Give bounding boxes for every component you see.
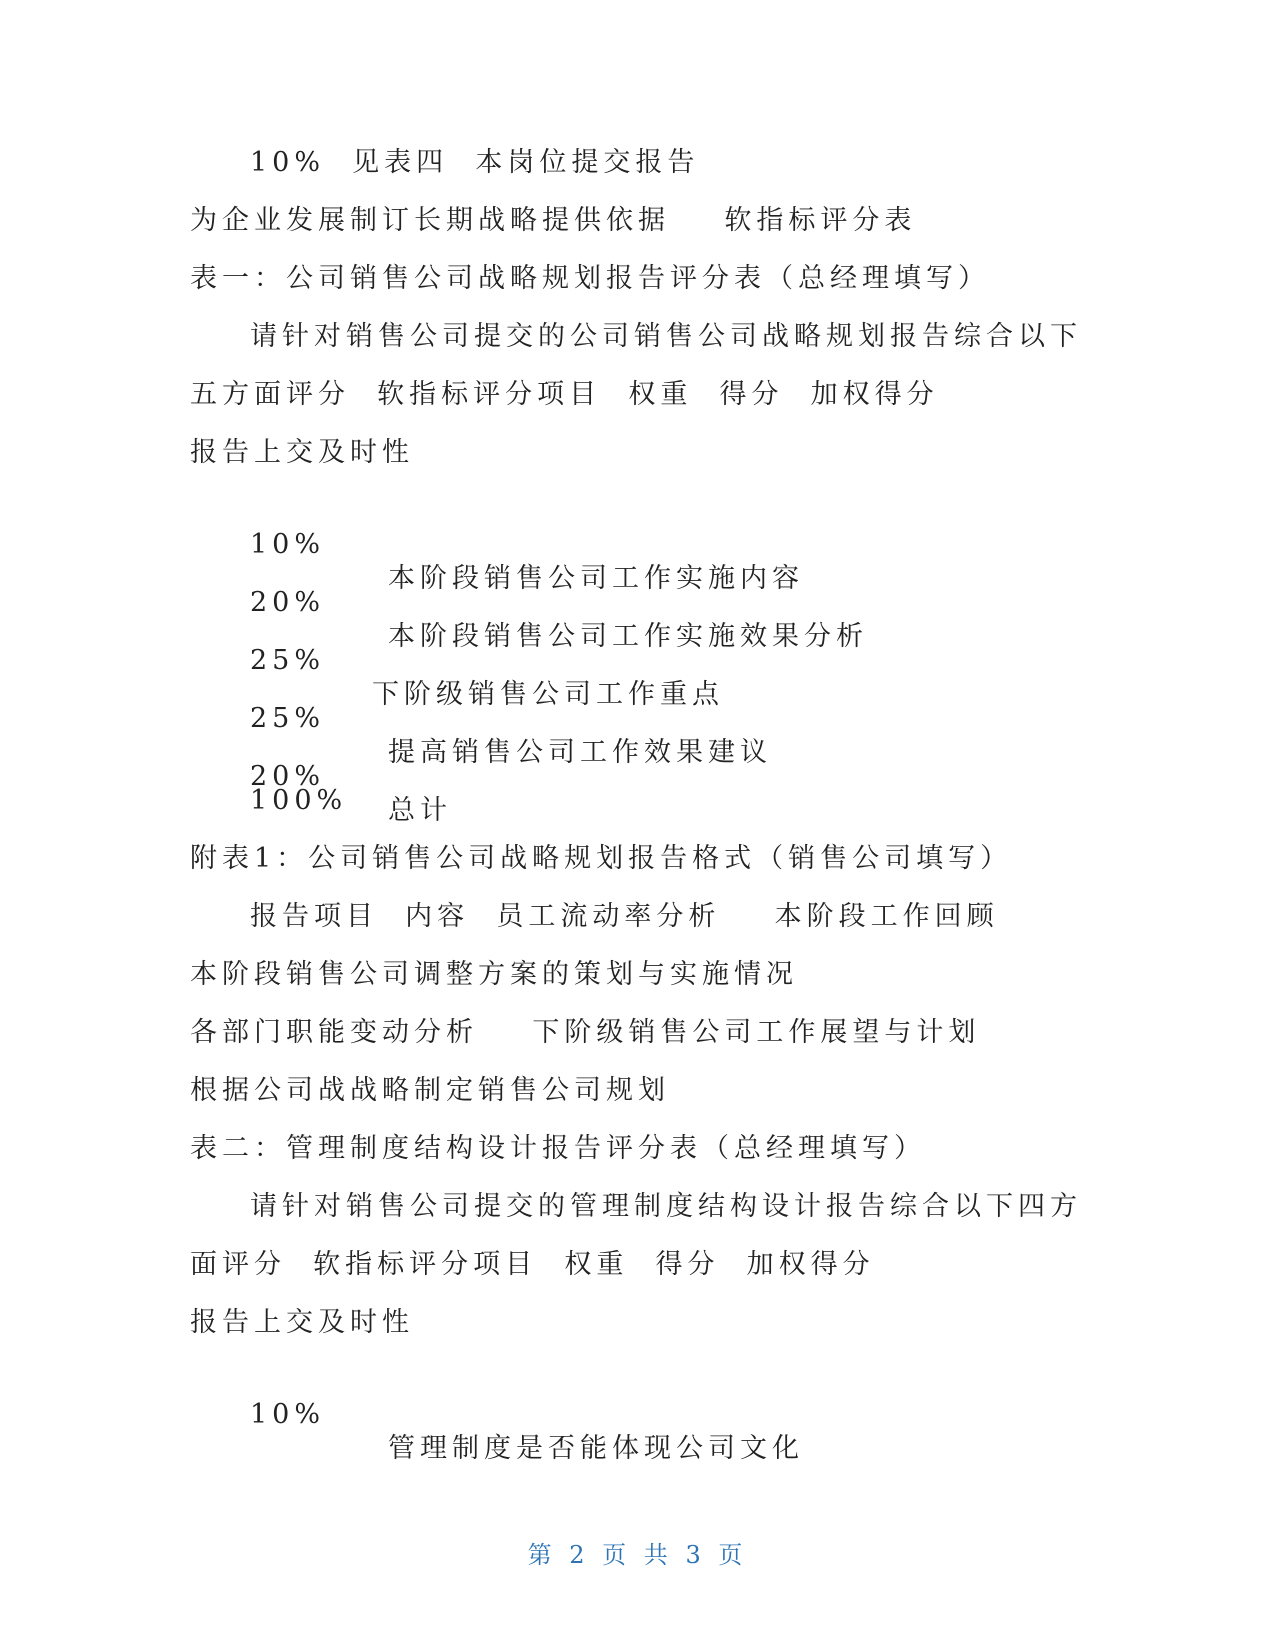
weight-cell: 25% (250, 703, 326, 734)
weight-cell: 20% (250, 587, 326, 618)
weight-cell: 25% (250, 645, 326, 676)
item-cell: 本阶段销售公司工作实施效果分析 (388, 621, 868, 652)
table-two-title: 表二：管理制度结构设计报告评分表（总经理填写） (190, 1133, 926, 1164)
item-cell: 管理制度是否能体现公司文化 (388, 1433, 804, 1464)
text-line: 根据公司战战略制定销售公司规划 (190, 1075, 670, 1106)
table-row (250, 1364, 804, 1500)
text-line: 10% 见表四 本岗位提交报告 (250, 147, 700, 178)
item-cell: 本阶段销售公司工作实施内容 (388, 563, 804, 594)
weight-cell: 10% (250, 1399, 326, 1430)
text-line: 报告上交及时性 (190, 437, 414, 468)
table-header-line: 五方面评分 软指标评分项目 权重 得分 加权得分 (190, 379, 939, 410)
total-value: 100% (250, 785, 348, 816)
item-cell: 下阶级销售公司工作重点 (372, 679, 724, 710)
text-line: 请针对销售公司提交的管理制度结构设计报告综合以下四方 (250, 1191, 1082, 1222)
weight-cell: 10% (250, 529, 326, 560)
appendix-title: 附表1：公司销售公司战略规划报告格式（销售公司填写） (190, 843, 1013, 874)
table-one-title: 表一：公司销售公司战略规划报告评分表（总经理填写） (190, 263, 990, 294)
text-line: 报告项目 内容 员工流动率分析 本阶段工作回顾 (250, 901, 999, 932)
table-header-line: 面评分 软指标评分项目 权重 得分 加权得分 (190, 1249, 875, 1280)
page-number-footer: 第 2 页 共 3 页 (527, 1541, 748, 1569)
item-cell: 提高销售公司工作效果建议 (388, 737, 772, 768)
text-line: 报告上交及时性 (190, 1307, 414, 1338)
item-cell: 总计 (388, 795, 452, 826)
text-line: 各部门职能变动分析 下阶级销售公司工作展望与计划 (190, 1017, 981, 1048)
weight-cell: 20% (250, 761, 326, 792)
text-line: 为企业发展制订长期战略提供依据 软指标评分表 (190, 205, 917, 236)
text-line: 请针对销售公司提交的公司销售公司战略规划报告综合以下 (250, 321, 1082, 352)
text-line: 本阶段销售公司调整方案的策划与实施情况 (190, 959, 798, 990)
